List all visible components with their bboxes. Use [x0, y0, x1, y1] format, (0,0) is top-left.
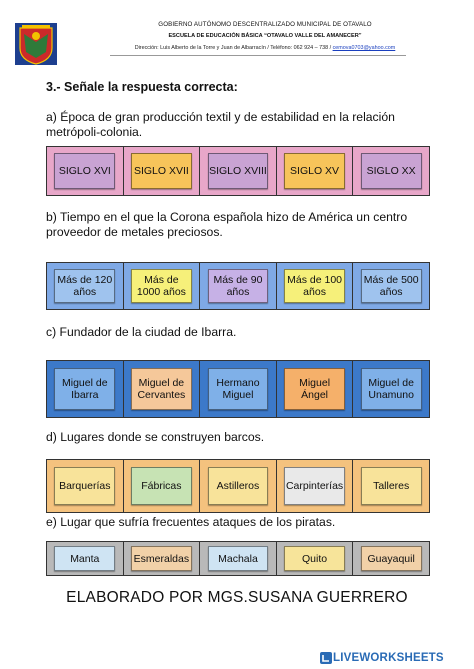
answer-option-d-2[interactable]: Fábricas — [131, 467, 192, 505]
option-cell — [47, 147, 123, 195]
header-email-link[interactable]: cemova0703@yahoo.com — [332, 45, 396, 51]
header-address: Dirección: Luis Alberto de la Torre y Juan de Albarracín / Teléfono: 062 924 – 738 / — [134, 45, 333, 51]
option-cell — [123, 542, 200, 575]
options-row-b — [46, 262, 430, 310]
option-cell — [199, 542, 276, 575]
answer-option-e-1[interactable]: Manta — [54, 546, 115, 571]
answer-option-a-4[interactable]: SIGLO XV — [284, 153, 345, 189]
liveworksheets-wordmark: LIVEWORKSHEETS — [333, 652, 444, 664]
municipal-crest-icon — [14, 22, 58, 66]
answer-option-d-5[interactable]: Talleres — [361, 467, 422, 505]
answer-option-a-3[interactable]: SIGLO XVIII — [208, 153, 269, 189]
option-cell — [352, 147, 429, 195]
answer-option-b-5[interactable]: Más de 500 años — [361, 269, 422, 303]
answer-option-d-3[interactable]: Astilleros — [208, 467, 269, 505]
option-cell — [352, 542, 429, 575]
option-cell — [352, 263, 429, 309]
answer-option-e-3[interactable]: Machala — [208, 546, 269, 571]
answer-option-e-4[interactable]: Quito — [284, 546, 345, 571]
option-cell — [276, 147, 353, 195]
answer-option-d-4[interactable]: Carpinterías — [284, 467, 345, 505]
option-cell — [47, 361, 123, 417]
option-cell — [352, 460, 429, 512]
option-cell — [123, 361, 200, 417]
answer-option-c-1[interactable]: Miguel de Ibarra — [54, 368, 115, 409]
liveworksheets-logo-icon — [319, 651, 333, 665]
question-d: d) Lugares donde se construyen barcos. — [46, 430, 265, 444]
answer-option-e-5[interactable]: Guayaquil — [361, 546, 422, 571]
option-cell — [276, 361, 353, 417]
answer-option-e-2[interactable]: Esmeraldas — [131, 546, 192, 571]
option-cell — [352, 361, 429, 417]
answer-option-b-1[interactable]: Más de 120 años — [54, 269, 115, 303]
liveworksheets-brand[interactable] — [319, 651, 444, 665]
answer-option-a-2[interactable]: SIGLO XVII — [131, 153, 192, 189]
option-cell — [276, 542, 353, 575]
answer-option-b-4[interactable]: Más de 100 años — [284, 269, 345, 303]
answer-option-c-3[interactable]: Hermano Miguel — [208, 368, 269, 409]
answer-option-c-4[interactable]: Miguel Ángel — [284, 368, 345, 409]
option-cell — [123, 263, 200, 309]
question-c: c) Fundador de la ciudad de Ibarra. — [46, 325, 237, 339]
question-a: a) Época de gran producción textil y de estabilidad en la relación metrópoli-colonia. — [46, 110, 395, 139]
answer-option-b-2[interactable]: Más de 1000 años — [131, 269, 192, 303]
option-cell — [199, 361, 276, 417]
header-divider — [110, 55, 406, 56]
options-row-c — [46, 360, 430, 418]
answer-option-d-1[interactable]: Barquerías — [54, 467, 115, 505]
answer-option-a-1[interactable]: SIGLO XVI — [54, 153, 115, 189]
answer-option-b-3[interactable]: Más de 90 años — [208, 269, 269, 303]
option-cell — [276, 460, 353, 512]
answer-option-c-5[interactable]: Miguel de Unamuno — [361, 368, 422, 409]
options-row-e — [46, 541, 430, 576]
question-b: b) Tiempo en el que la Corona española hizo de América un centro proveedor de metales preciosos. — [46, 210, 408, 239]
option-cell — [123, 147, 200, 195]
option-cell — [199, 147, 276, 195]
header-line-3 — [80, 45, 450, 51]
options-row-d — [46, 459, 430, 513]
option-cell — [199, 460, 276, 512]
option-cell — [47, 263, 123, 309]
answer-option-c-2[interactable]: Miguel de Cervantes — [131, 368, 192, 409]
option-cell — [276, 263, 353, 309]
header-line-2: ESCUELA DE EDUCACIÓN BÁSICA “OTAVALO VALLE DEL AMANECER” — [168, 33, 362, 39]
exercise-title: 3.- Señale la respuesta correcta: — [46, 80, 238, 94]
header-line-1: GOBIERNO AUTÓNOMO DESCENTRALIZADO MUNICIPAL DE OTAVALO — [158, 21, 372, 28]
question-e: e) Lugar que sufría frecuentes ataques de los piratas. — [46, 515, 336, 529]
author-footer: ELABORADO POR MGS.SUSANA GUERRERO — [66, 589, 408, 606]
option-cell — [47, 460, 123, 512]
options-row-a — [46, 146, 430, 196]
document-header — [0, 0, 474, 75]
option-cell — [199, 263, 276, 309]
option-cell — [123, 460, 200, 512]
answer-option-a-5[interactable]: SIGLO XX — [361, 153, 422, 189]
option-cell — [47, 542, 123, 575]
